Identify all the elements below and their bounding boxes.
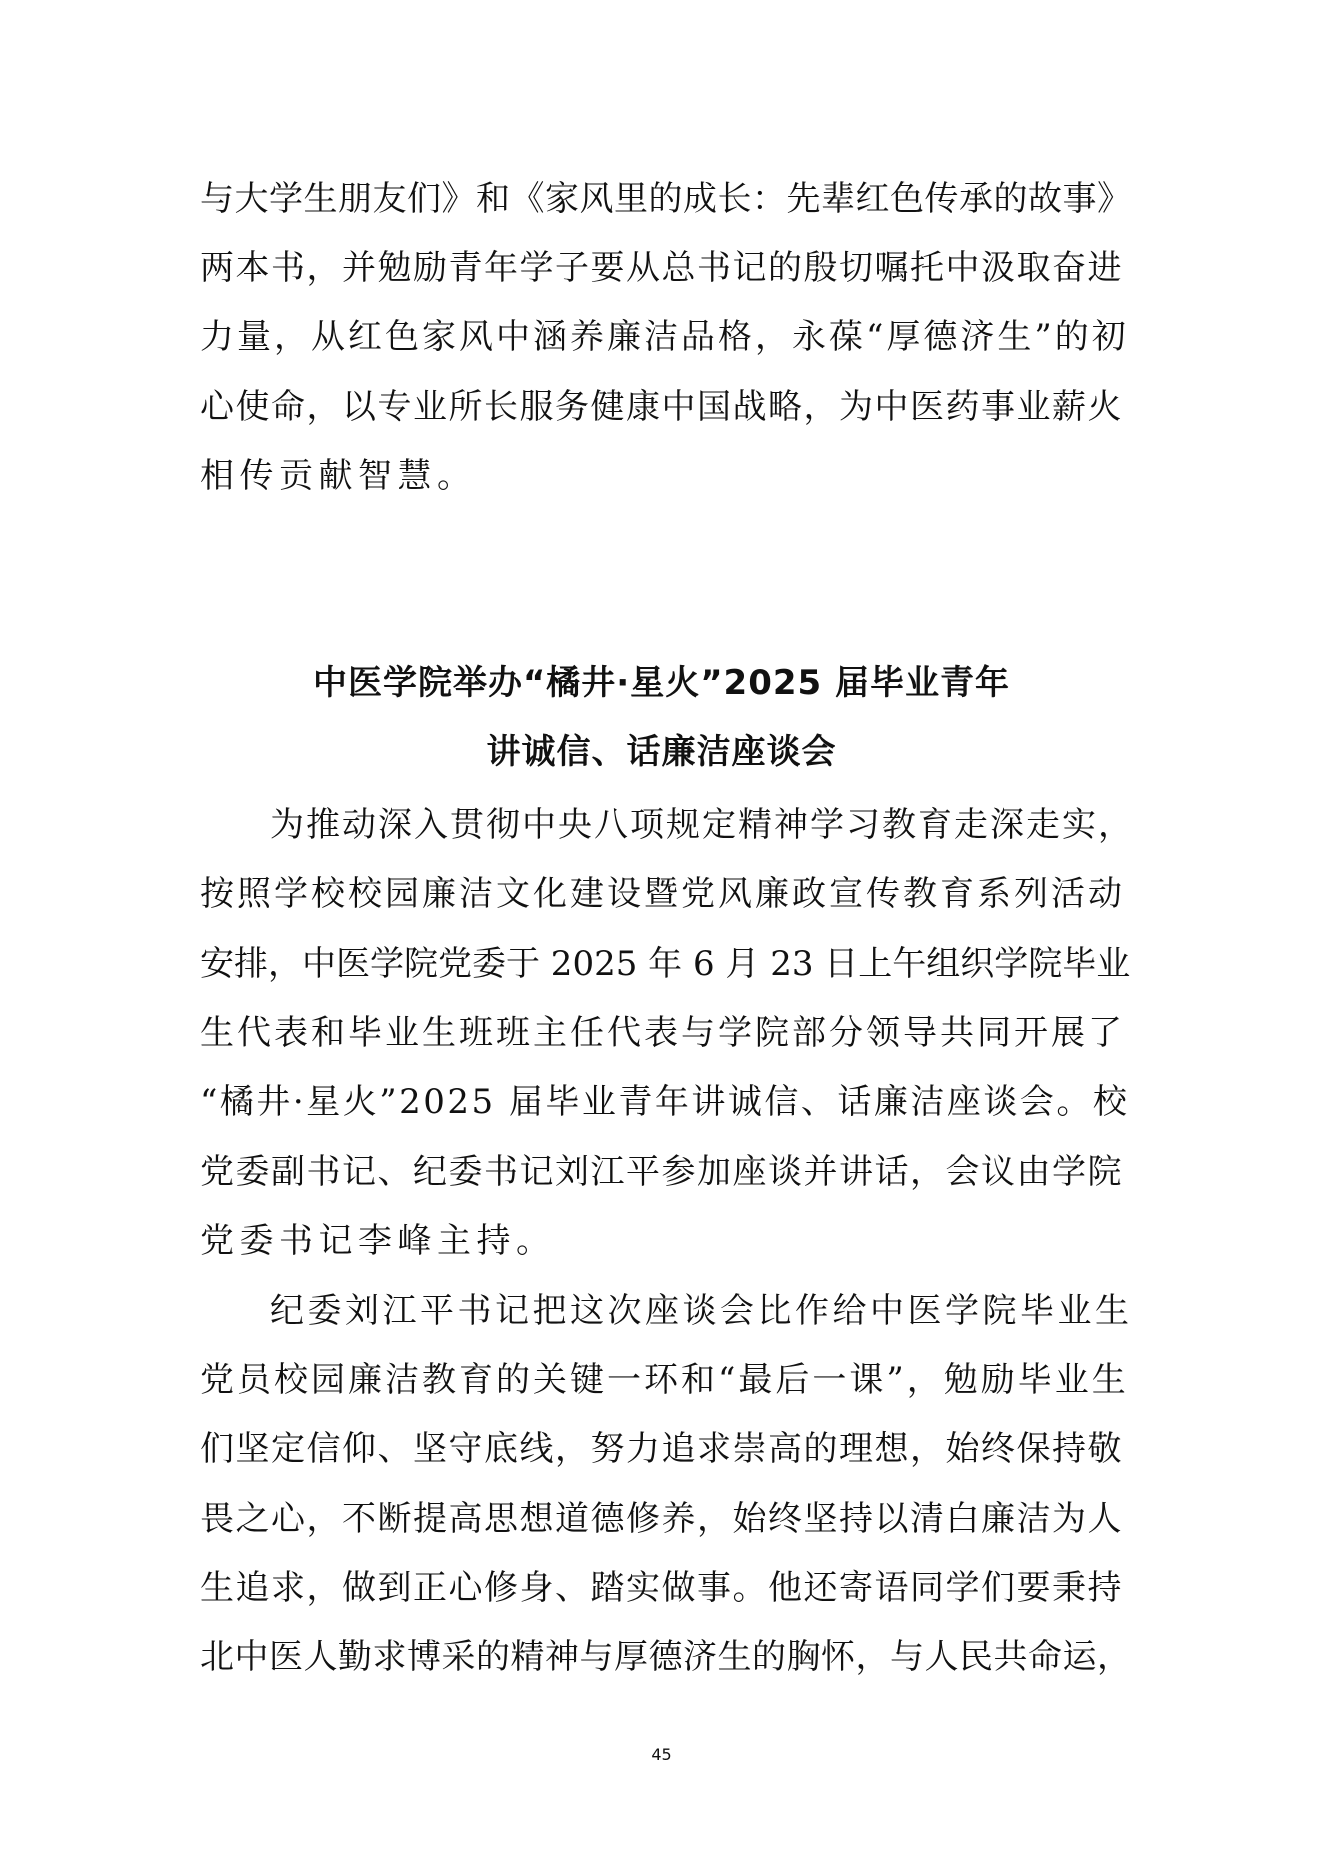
paragraph-line: 畏之心，不断提高思想道德修养，始终坚持以清白廉洁为人 [200, 1499, 1123, 1539]
paragraph-line: 北中医人勤求博采的精神与厚德济生的胸怀，与人民共命运， [200, 1637, 1132, 1677]
paragraph-line: 相传贡献智慧。 [200, 456, 477, 496]
paragraph-line: 心使命，以专业所长服务健康中国战略，为中医药事业薪火 [200, 387, 1123, 427]
paragraph-line: 与大学生朋友们》和《家风里的成长：先辈红色传承的故事》 [200, 179, 1132, 219]
paragraph-line: 们坚定信仰、坚守底线，努力追求崇高的理想，始终保持敬 [200, 1429, 1123, 1469]
article-title-line-2: 讲诚信、话廉洁座谈会 [486, 732, 837, 772]
paragraph-line: 纪委刘江平书记把这次座谈会比作给中医学院毕业生 [270, 1291, 1133, 1331]
paragraph-line: 为推动深入贯彻中央八项规定精神学习教育走深走实， [270, 805, 1134, 845]
paragraph-line: 党委副书记、纪委书记刘江平参加座谈并讲话，会议由学院 [200, 1152, 1123, 1192]
page-number: 45 [651, 1745, 672, 1764]
paragraph-line: 按照学校校园廉洁文化建设暨党风廉政宣传教育系列活动 [200, 874, 1125, 914]
paragraph-line: 安排，中医学院党委于 2025 年 6 月 23 日上午组织学院毕业 [200, 944, 1131, 984]
paragraph-line: 生追求，做到正心修身、踏实做事。他还寄语同学们要秉持 [200, 1568, 1123, 1608]
paragraph-line: “橘井·星火”2025 届毕业青年讲诚信、话廉洁座谈会。校 [200, 1082, 1130, 1122]
paragraph-line: 生代表和毕业生班班主任代表与学院部分领导共同开展了 [200, 1013, 1125, 1053]
paragraph-line: 党员校园廉洁教育的关键一环和“最后一课”，勉励毕业生 [200, 1360, 1129, 1400]
paragraph-line: 党委书记李峰主持。 [200, 1221, 556, 1261]
paragraph-line: 两本书，并勉励青年学子要从总书记的殷切嘱托中汲取奋进 [200, 248, 1123, 288]
article-title-line-1: 中医学院举办“橘井·星火”2025 届毕业青年 [312, 663, 1011, 703]
paragraph-line: 力量，从红色家风中涵养廉洁品格，永葆“厚德济生”的初 [200, 317, 1129, 357]
